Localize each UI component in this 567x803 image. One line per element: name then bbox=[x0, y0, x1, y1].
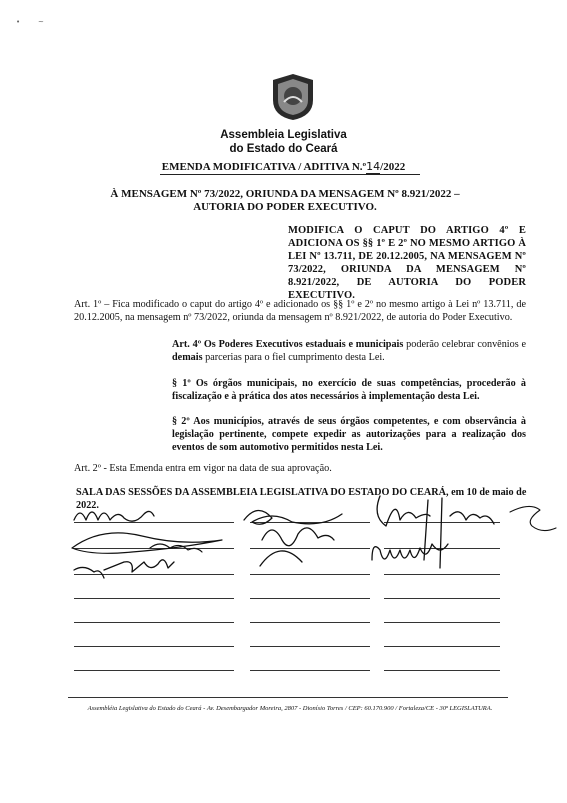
document-heading: À MENSAGEM Nº 73/2022, ORIUNDA DA MENSAGEM Nº 8.921/2022 – AUTORIA DO PODER EXECUTIVO. bbox=[110, 188, 460, 213]
scan-mark: • bbox=[16, 18, 21, 26]
paragraph-2: § 2º Aos municípios, através de seus órgãos competentes, e com observância à legislação pertinente, compete expedir as autorizações para a realização dos eventos de som automotivo permitidos nesta Lei. bbox=[172, 416, 526, 453]
signature-5 bbox=[377, 496, 494, 568]
signature-4 bbox=[244, 510, 342, 566]
signature-3 bbox=[74, 560, 174, 578]
org-name-line2: do Estado do Ceará bbox=[229, 143, 338, 155]
title-prefix: EMENDA MODIFICATIVA / ADITIVA N.º bbox=[161, 161, 367, 173]
signature-7 bbox=[510, 506, 556, 530]
footer-address: Assembléia Legislativa do Estado do Ceará - Av. Desembargador Moreira, 2807 - Dionísio Torres / CEP: 60.170.900 / Fortaleza/CE - 30ª LEGISLATURA. bbox=[87, 705, 493, 712]
article-4-bold-word: demais bbox=[172, 352, 203, 363]
signature-6 bbox=[372, 544, 448, 560]
article-4-text2: parcerias para o fiel cumprimento desta Lei. bbox=[202, 352, 385, 363]
org-name-line1: Assembleia Legislativa bbox=[220, 129, 347, 141]
article-4-lead: Art. 4º Os Poderes Executivos estaduais e municipais bbox=[172, 339, 404, 350]
article-2: Art. 2º - Esta Emenda entra em vigor na data de sua aprovação. bbox=[74, 463, 332, 474]
amendment-number: 14 bbox=[366, 160, 381, 173]
scan-mark: ~ bbox=[38, 18, 44, 26]
ementa: MODIFICA O CAPUT DO ARTIGO 4º E ADICIONA OS §§ 1º E 2º NO MESMO ARTIGO À LEI Nº 13.711, DE 20.12.2005, NA MENSAGEM Nº 73/2022, ORIUNDA DA MENSAGEM Nº 8.921/2022, DE AUTORIA DO PODER EXECUTIVO. bbox=[288, 225, 526, 301]
signature-1 bbox=[74, 511, 154, 521]
paragraph-1: § 1º Os órgãos municipais, no exercício de suas competências, procederão à fiscalização e à prática dos atos necessários à implementação desta Lei. bbox=[172, 378, 526, 402]
signature-2 bbox=[72, 533, 222, 553]
title-suffix: /2022 bbox=[380, 161, 406, 173]
article-4-text1: poderão celebrar convênios e bbox=[403, 339, 527, 350]
session-closing: SALA DAS SESSÕES DA ASSEMBLEIA LEGISLATIVA DO ESTADO DO CEARÁ, em 10 de maio de 2022. bbox=[76, 487, 527, 511]
article-1: Art. 1º – Fica modificado o caput do artigo 4º e adicionado os §§ 1º e 2º no mesmo artigo à Lei nº 13.711, de 20.12.2005, na mensagem nº 73/2022, oriunda da mensagem nº 8.921/2022, de autoria do Poder Executivo. bbox=[74, 299, 526, 323]
footer-rule bbox=[68, 697, 508, 698]
